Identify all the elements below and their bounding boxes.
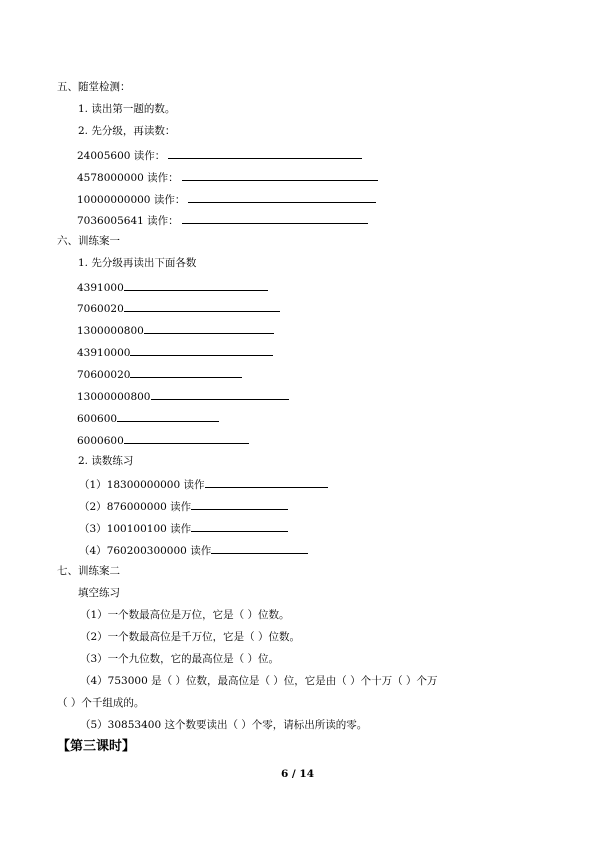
number-row xyxy=(77,279,268,295)
number-row xyxy=(77,366,242,382)
practice-number: 760200300000 xyxy=(106,545,187,557)
number-value: 7060020 xyxy=(77,303,124,315)
answer-blank[interactable] xyxy=(168,147,362,159)
practice-row xyxy=(79,520,288,536)
practice-row xyxy=(79,498,288,514)
read-row-label: 读作： xyxy=(147,215,179,227)
fill-question-3: （3）一个九位数，它的最高位是（ ）位。 xyxy=(80,653,280,665)
answer-blank[interactable] xyxy=(205,476,328,488)
practice-label: 读作 xyxy=(190,545,212,557)
answer-blank[interactable] xyxy=(182,212,368,224)
practice-number: 876000000 xyxy=(106,501,167,513)
section6-item1: 1. 先分级再读出下面各数 xyxy=(78,257,197,269)
practice-index: （1） xyxy=(79,479,107,491)
section7-heading: 七、训练案二 xyxy=(57,565,120,577)
answer-blank[interactable] xyxy=(188,191,376,203)
section5-item1: 1. 读出第一题的数。 xyxy=(78,103,176,115)
practice-label: 读作 xyxy=(170,501,192,513)
read-row xyxy=(77,169,378,185)
read-row-label: 读作： xyxy=(147,172,179,184)
number-value: 4391000 xyxy=(77,282,124,294)
number-value: 43910000 xyxy=(77,347,131,359)
number-row xyxy=(77,388,289,404)
section7-subheading: 填空练习 xyxy=(78,587,120,599)
number-value: 13000000800 xyxy=(77,391,151,403)
practice-row xyxy=(79,476,328,492)
practice-number: 100100100 xyxy=(106,523,167,535)
answer-blank[interactable] xyxy=(124,300,280,312)
number-value: 6000600 xyxy=(77,435,124,447)
number-row xyxy=(77,344,273,360)
number-value: 600600 xyxy=(77,413,118,425)
answer-blank[interactable] xyxy=(130,344,273,356)
read-row-label: 读作： xyxy=(133,150,166,162)
read-row-label: 读作： xyxy=(153,194,186,206)
answer-blank[interactable] xyxy=(211,542,308,554)
page-number: 6 / 14 xyxy=(280,768,315,780)
read-row-number: 7036005641 xyxy=(77,215,144,227)
practice-number: 18300000000 xyxy=(106,479,181,491)
answer-blank[interactable] xyxy=(144,322,274,334)
practice-label: 读作 xyxy=(183,479,205,491)
section6-item2: 2. 读数练习 xyxy=(78,455,134,467)
number-row xyxy=(77,410,219,426)
answer-blank[interactable] xyxy=(117,410,219,422)
fill-question-4: （4）753000 是（ ）位数，最高位是（ ）位，它是由（ ）个十万（ ）个万 xyxy=(80,675,438,687)
lesson3-heading: 【第三课时】 xyxy=(57,739,136,754)
read-row xyxy=(77,147,362,163)
read-row xyxy=(77,212,368,228)
answer-blank[interactable] xyxy=(124,279,268,291)
read-row-number: 24005600 xyxy=(77,150,131,162)
practice-index: （2） xyxy=(79,501,107,513)
fill-question-1: （1）一个数最高位是万位，它是（ ）位数。 xyxy=(80,609,290,621)
fill-question-5: （5）30853400 这个数要读出（ ）个零，请标出所读的零。 xyxy=(80,719,368,731)
practice-row xyxy=(79,542,308,558)
fill-question-2: （2）一个数最高位是千万位，它是（ ）位数。 xyxy=(80,631,301,643)
answer-blank[interactable] xyxy=(191,520,288,532)
answer-blank[interactable] xyxy=(182,169,378,181)
number-value: 1300000800 xyxy=(77,325,144,337)
read-row-number: 10000000000 xyxy=(77,194,151,206)
number-row xyxy=(77,300,280,316)
fill-question-4-continued: （ ）个千组成的。 xyxy=(57,697,145,709)
practice-label: 读作 xyxy=(170,523,192,535)
practice-index: （4） xyxy=(79,545,107,557)
read-row xyxy=(77,191,376,207)
number-row xyxy=(77,432,249,448)
practice-index: （3） xyxy=(79,523,107,535)
read-row-number: 4578000000 xyxy=(77,172,144,184)
answer-blank[interactable] xyxy=(124,432,249,444)
section5-item2: 2. 先分级，再读数： xyxy=(78,125,176,137)
number-row xyxy=(77,322,274,338)
answer-blank[interactable] xyxy=(151,388,289,400)
section5-heading: 五、随堂检测： xyxy=(57,81,131,93)
answer-blank[interactable] xyxy=(191,498,288,510)
section6-heading: 六、训练案一 xyxy=(57,235,120,247)
answer-blank[interactable] xyxy=(130,366,242,378)
number-value: 70600020 xyxy=(77,369,131,381)
